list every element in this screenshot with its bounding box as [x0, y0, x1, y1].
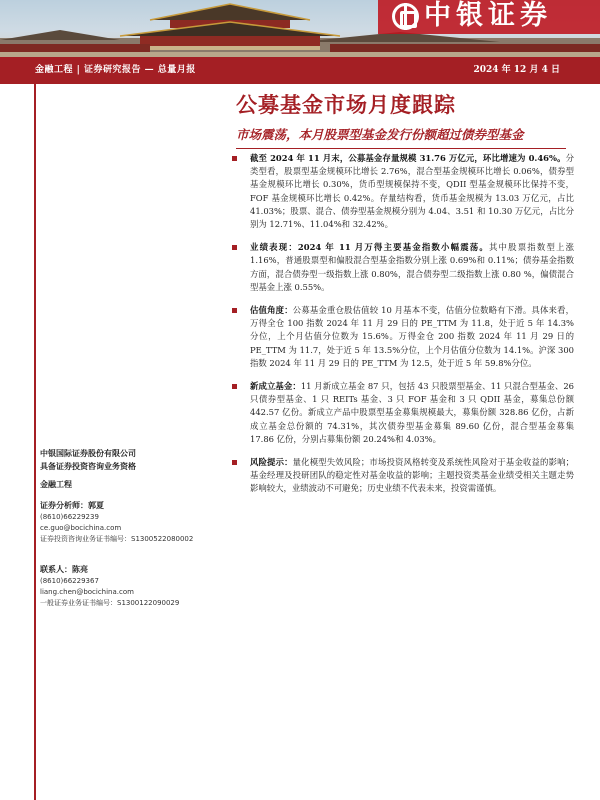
bullet-lead: 截至 2024 年 11 月末，公募基金存量规模 31.76 万亿元，环比增速为 0.46%。 — [250, 153, 566, 163]
bullet-square-icon — [232, 460, 237, 465]
bullet-fund-size — [228, 152, 574, 231]
sector-label: 金融工程 — [40, 480, 72, 489]
report-header-bar — [0, 57, 600, 84]
bullet-text: 公募基金重仓股估值较 10 月基本不变，估值分位数略有下滑。具体来看，万得全仓 100 指数 2024 年 11 月 29 日的 PE_TTM 为 11.8，处于近 5 年 14.3%分位，上个月估值分位数为 15.6%。万得金仓 200 指数 2024 年 11 月 29 日的 PE_TTM 为 11.7，处于近 5 年 13.5%分位，上个月估值分位数为 14.1%。沪深 300 指数 2024 年 11 月 29 日的 PE_TTM 为 12.5，处于近 5 年 59.8%分位。 — [250, 305, 575, 368]
analyst-email[interactable]: ce.guo@bocichina.com — [40, 524, 122, 532]
header-banner — [0, 0, 600, 57]
bullet-valuation — [228, 304, 574, 370]
bullet-text: 量化模型失效风险；市场投资风格转变及系统性风险对于基金收益的影响；基金经理及投研团队的稳定性对基金收益的影响；主题投资类基金业绩受相关主题走势影响较大，业绩波动不可避免；历史业绩不代表未来，投资需谨慎。 — [250, 457, 575, 494]
bullet-square-icon — [232, 384, 237, 389]
bullet-lead: 业绩表现：2024 年 11 月万得主要基金指数小幅震荡。 — [250, 242, 489, 253]
org-qualification: 具备证券投资咨询业务资格 — [40, 461, 136, 471]
page-title: 公募基金市场月度跟踪 — [236, 92, 456, 117]
contact-name: 联系人：陈亮 — [40, 565, 88, 574]
boc-logo-icon — [392, 3, 419, 30]
analyst-cert: 证券投资咨询业务证书编号：S1300522080002 — [40, 535, 194, 543]
report-type: 金融工程 | 证券研究报告 — 总量月报 — [35, 65, 196, 75]
bullet-square-icon — [232, 245, 237, 250]
bullet-square-icon — [232, 156, 237, 161]
brand-name: 中银证券 — [424, 0, 552, 31]
bullet-performance — [228, 241, 574, 294]
page-subtitle: 市场震荡，本月股票型基金发行份额超过债券型基金 — [236, 127, 524, 142]
report-date: 2024 年 12 月 4 日 — [473, 65, 560, 75]
subtitle-rule — [236, 148, 566, 149]
contact-cert: 一般证券业务证书编号：S1300122090029 — [40, 599, 180, 607]
bullet-square-icon — [232, 308, 237, 313]
bullet-text: 11 月新成立基金 87 只，包括 43 只股票型基金、11 只混合型基金、26 只债券型基金、1 只 REITs 基金、3 只 FOF 基金和 3 只 QDII 基金，募集总份额 442.57 亿份。新成立产品中股票型基金募集规模最大，募集份额 328.86 亿份，占新成立基金总份额的 74.31%，其次债券型基金募集 89.60 亿份，混合型基金募集 17.86 亿份，分别占募集份额 20.24%和 4.03%。 — [250, 381, 575, 444]
bullet-lead: 估值角度： — [250, 305, 293, 316]
bullet-risk-warning — [228, 456, 574, 496]
bullet-lead: 新成立基金： — [250, 381, 301, 392]
summary-bullets — [228, 152, 574, 506]
analyst-phone: (8610)66229239 — [40, 513, 99, 521]
contact-email[interactable]: liang.chen@bocichina.com — [40, 588, 134, 596]
bullet-new-funds — [228, 380, 574, 446]
bullet-text: 分类型看，股票型基金规模环比增长 2.76%，混合型基金规模环比增长 0.06%，债券型基金规模环比增长 0.30%，货币型规模保持不变，QDII 型基金规模环比保持不变，FOF 基金规模环比增长 0.42%。存量结构看，货币基金规模为 13.03 万亿元，占比 41.03%；股票、混合、债券型基金规模分别为 4.04、3.51 和 10.30 万亿元，占比分别为 12.71%、11.04%和 32.42%。 — [250, 153, 574, 230]
left-divider — [34, 84, 36, 800]
analyst-name: 证券分析师：郭夏 — [40, 501, 104, 510]
author-sidebar — [40, 448, 220, 609]
contact-phone: (8610)66229367 — [40, 577, 99, 585]
org-name: 中银国际证券股份有限公司 — [40, 449, 136, 458]
bullet-lead: 风险提示： — [250, 457, 293, 468]
bullet-text: 其中股票指数型上涨 1.16%，普通股票型和偏股混合型基金指数分别上涨 0.69%和 0.11%；债券基金指数方面，混合债券型一级指数上涨 0.80%，混合债券型二级指数上涨 0.80 %，偏债混合型基金上涨 0.55%。 — [250, 242, 574, 292]
